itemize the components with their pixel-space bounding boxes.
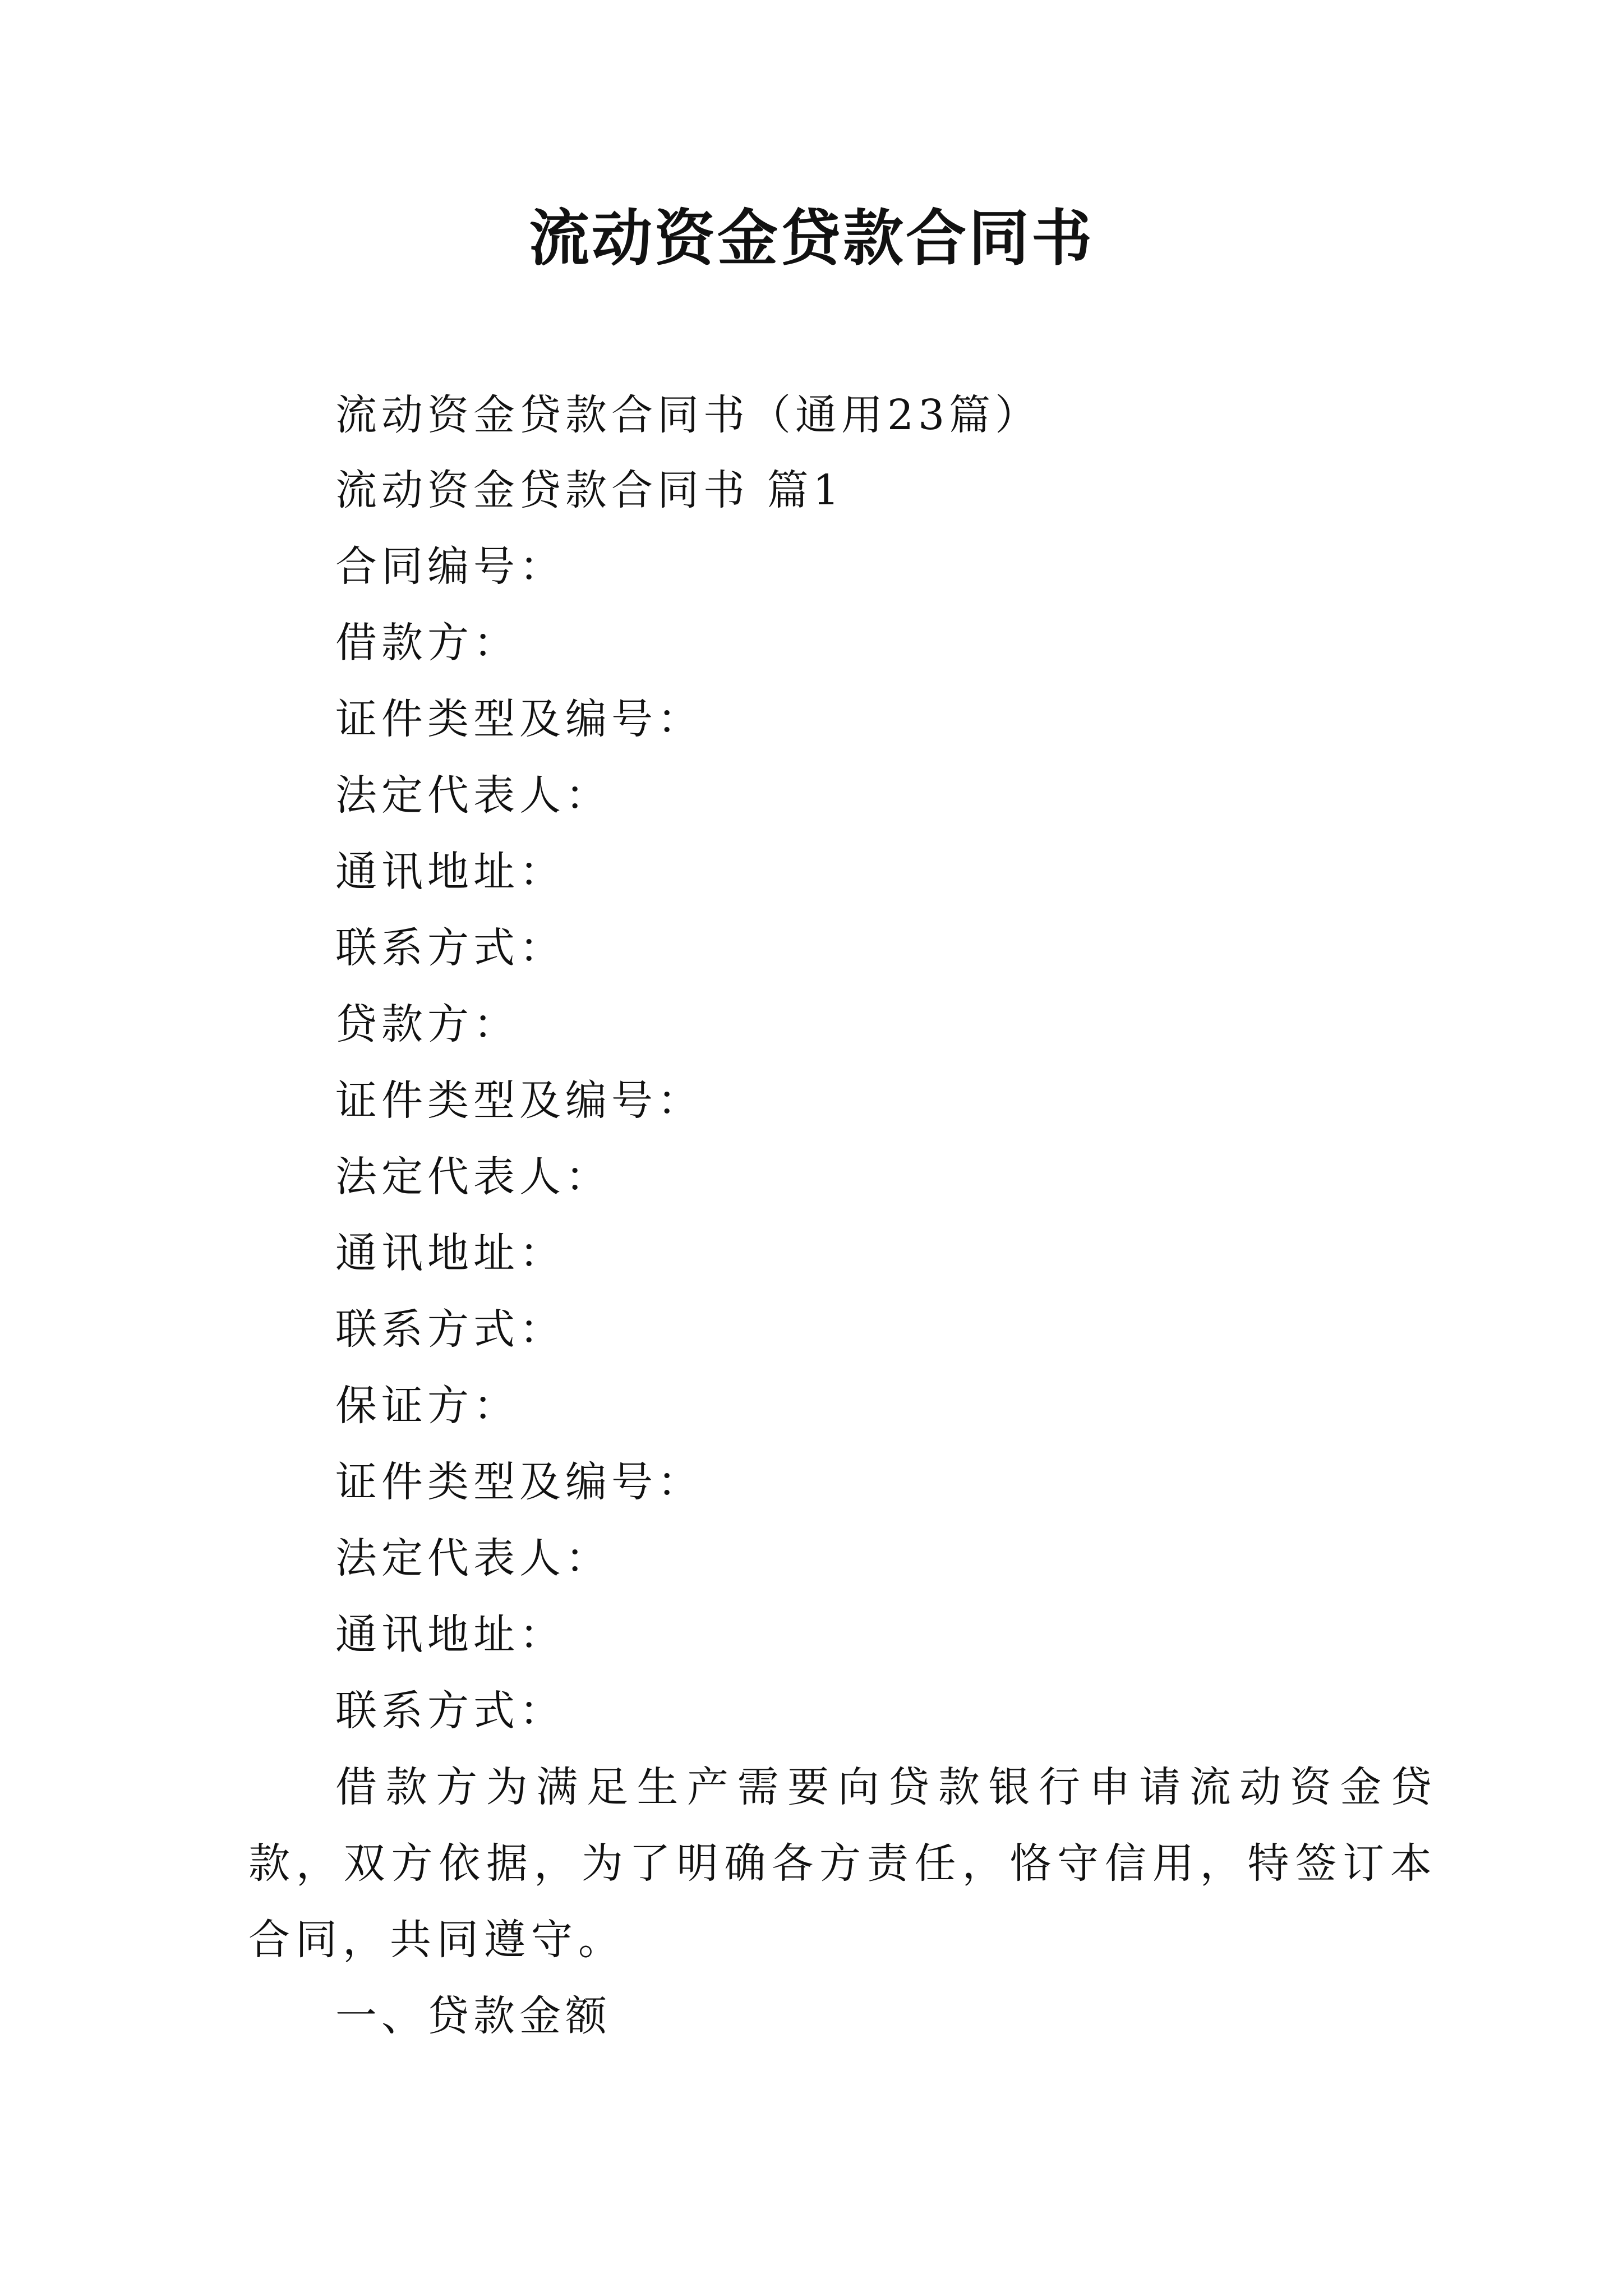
borrower-contact-label: 联系方式： [335,924,565,972]
borrower-id-label: 证件类型及编号： [335,695,703,743]
contract-number-label: 合同编号： [335,542,565,591]
guarantor-label: 保证方： [335,1382,519,1430]
lender-representative-label: 法定代表人： [335,1153,611,1201]
intro-paragraph: 借款方为满足生产需要向贷款银行申请流动资金贷款，双方依据，为了明确各方责任，恪守信用，特签订本合同，共同遵守。 [248,1763,1437,1964]
borrower-address-label: 通讯地址： [335,848,565,896]
lender-id-label: 证件类型及编号： [335,1076,703,1125]
guarantor-id-label: 证件类型及编号： [335,1458,703,1506]
lender-contact-label: 联系方式： [335,1305,565,1354]
borrower-representative-label: 法定代表人： [335,771,611,820]
section-heading: 一、贷款金额 [335,1992,611,2040]
lender-label: 贷款方： [335,1000,519,1048]
guarantor-representative-label: 法定代表人： [335,1534,611,1582]
document-title: 流动资金贷款合同书 [528,203,1094,274]
guarantor-contact-label: 联系方式： [335,1687,565,1735]
lender-address-label: 通讯地址： [335,1229,565,1277]
subtitle-line: 流动资金贷款合同书（通用23篇） [335,391,1041,439]
borrower-label: 借款方： [335,619,519,667]
section-title-line: 流动资金贷款合同书 篇1 [335,466,844,514]
guarantor-address-label: 通讯地址： [335,1611,565,1659]
